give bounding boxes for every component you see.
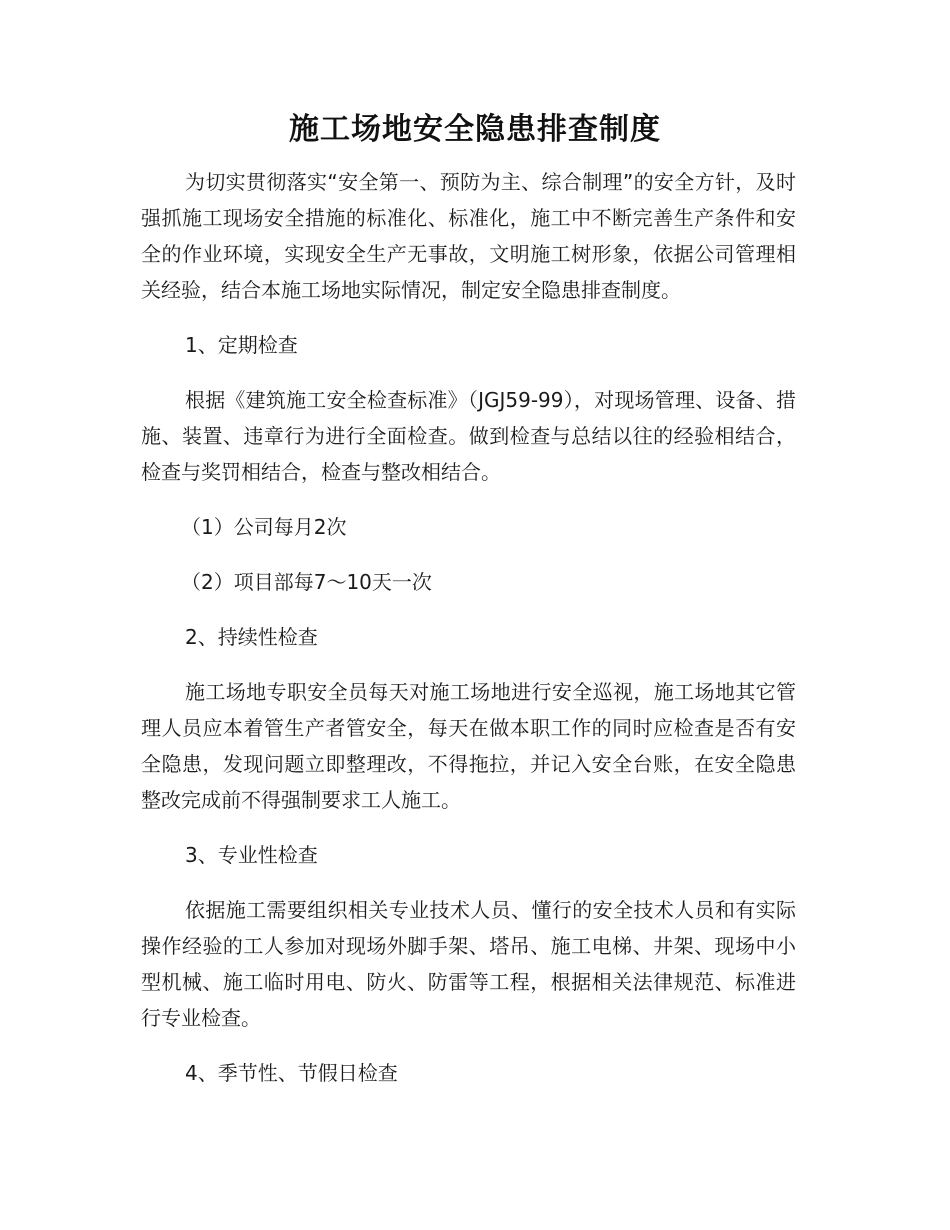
section-heading-continuous-inspection: 2、持续性检查 bbox=[185, 625, 318, 649]
list-item-project-weekly: （2）项目部每7～10天一次 bbox=[181, 570, 432, 594]
paragraph-gap bbox=[141, 308, 796, 327]
paragraph-gap bbox=[141, 818, 796, 837]
paragraph-gap bbox=[141, 490, 796, 509]
section-body-professional-inspection: 依据施工需要组织相关专业技术人员、懂行的安全技术人员和有实际操作经验的工人参加对现场外脚手架、塔吊、施工电梯、井架、现场中小型机械、施工临时用电、防火、防雷等工程，根据相关法律规范、标准进行专业检查。 bbox=[141, 898, 796, 1030]
intro-paragraph: 为切实贯彻落实“安全第一、预防为主、综合制理”的安全方针，及时强抓施工现场安全措施的标准化、标准化，施工中不断完善生产条件和安全的作业环境，实现安全生产无事故，文明施工树形象，依据公司管理相关经验，结合本施工场地实际情况，制定安全隐患排查制度。 bbox=[141, 170, 796, 302]
section-heading-seasonal-inspection: 4、季节性、节假日检查 bbox=[185, 1061, 398, 1085]
paragraph-gap bbox=[141, 655, 796, 674]
paragraph-gap bbox=[141, 545, 796, 564]
paragraph-gap bbox=[141, 1036, 796, 1055]
paragraph-gap bbox=[141, 363, 796, 382]
section-body-continuous-inspection: 施工场地专职安全员每天对施工场地进行安全巡视，施工场地其它管理人员应本着管生产者管安全，每天在做本职工作的同时应检查是否有安全隐患，发现问题立即整理改，不得拖拉，并记入安全台账，在安全隐患整改完成前不得强制要求工人施工。 bbox=[141, 680, 796, 812]
document-body bbox=[141, 164, 796, 1091]
section-body-regular-inspection: 根据《建筑施工安全检查标准》（JGJ59-99），对现场管理、设备、措施、装置、违章行为进行全面检查。做到检查与总结以往的经验相结合，检查与奖罚相结合，检查与整改相结合。 bbox=[141, 388, 796, 484]
list-item-company-monthly: （1）公司每月2次 bbox=[181, 515, 347, 539]
document-title: 施工场地安全隐患排查制度 bbox=[289, 112, 661, 147]
section-heading-professional-inspection: 3、专业性检查 bbox=[185, 843, 318, 867]
paragraph-gap bbox=[141, 600, 796, 619]
paragraph-gap bbox=[141, 873, 796, 892]
section-heading-regular-inspection: 1、定期检查 bbox=[185, 333, 298, 357]
